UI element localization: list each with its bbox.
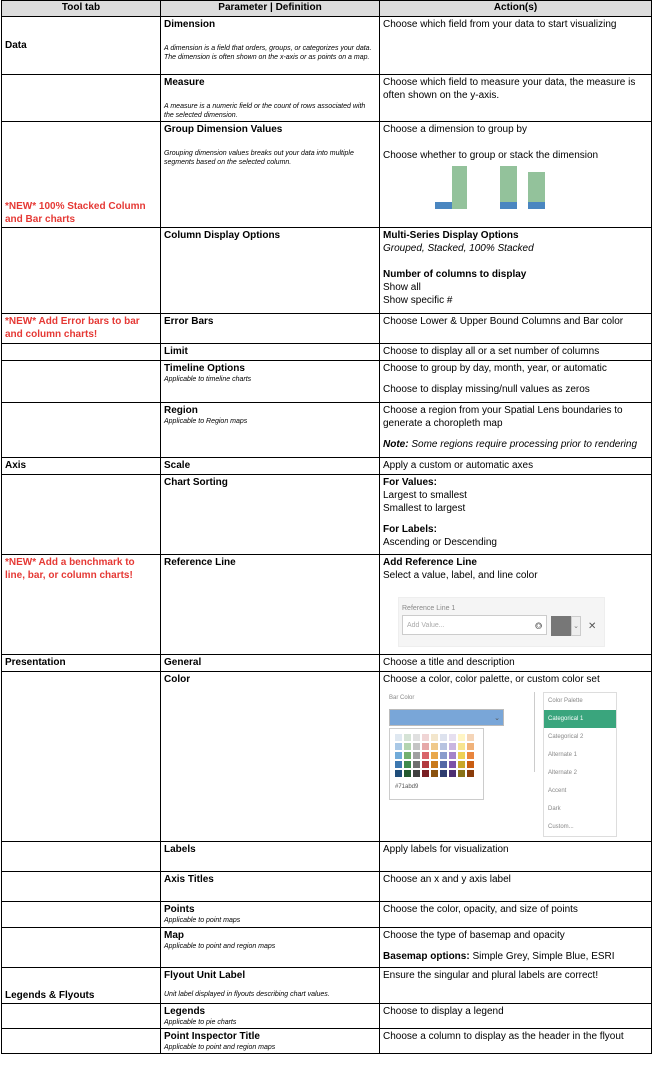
param-name: General: [161, 655, 380, 672]
empty-cell: [2, 75, 161, 122]
action-cell: [380, 475, 652, 555]
param-name: Point Inspector Title: [164, 1031, 260, 1042]
action-cell: Ensure the singular and plural labels are correct!: [380, 968, 652, 1004]
param-name: Timeline Options: [164, 363, 245, 374]
header-parameter: Parameter | Definition: [161, 1, 380, 17]
action-text: Grouped, Stacked, 100% Stacked: [383, 243, 534, 254]
color-swatch[interactable]: [449, 743, 456, 750]
empty-cell: [2, 1004, 161, 1029]
table-row: [2, 928, 652, 968]
param-definition: Grouping dimension values breaks out your data into multiple segments based on the selected column.: [164, 150, 354, 166]
tool-parameter-table: [1, 0, 652, 1054]
param-name: Dimension: [164, 19, 216, 30]
param-cell: [161, 361, 380, 403]
tool-tab-new-error-bars: *NEW* Add Error bars to bar and column charts!: [2, 314, 161, 344]
color-swatch[interactable]: [413, 761, 420, 768]
table-row: [2, 842, 652, 872]
tool-tab-presentation: Presentation: [2, 655, 161, 672]
palette-option[interactable]: Alternate 2: [548, 770, 578, 776]
table-row: [2, 17, 652, 75]
reference-line-widget: [398, 597, 605, 647]
label-icon[interactable]: ⭗: [535, 621, 543, 631]
tool-tab-data: Data: [2, 17, 161, 75]
action-text: Choose the type of basemap and opacity: [383, 930, 565, 941]
color-swatch[interactable]: [440, 743, 447, 750]
bar-color-select[interactable]: [389, 709, 504, 726]
param-definition: A measure is a numeric field or the count of rows associated with the selected dimension.: [164, 103, 366, 119]
action-cell: Choose an x and y axis label: [380, 872, 652, 902]
color-swatch[interactable]: [431, 752, 438, 759]
action-cell: Choose the color, opacity, and size of points: [380, 902, 652, 928]
param-cell: [161, 17, 380, 75]
stacked-bars-illustration: [383, 166, 648, 214]
param-name: Column Display Options: [164, 230, 281, 241]
color-swatch[interactable]: [395, 761, 402, 768]
color-picker-illustration: [383, 686, 648, 838]
widget-label: Reference Line 1: [402, 605, 456, 612]
action-text: Choose a color, color palette, or custom color set: [383, 674, 600, 685]
bar-segment: [435, 202, 452, 209]
close-icon[interactable]: ✕: [588, 621, 597, 632]
color-swatch[interactable]: [440, 734, 447, 741]
param-name: Map: [164, 930, 184, 941]
color-swatch[interactable]: [449, 761, 456, 768]
param-name: Error Bars: [161, 314, 380, 344]
param-cell: [161, 902, 380, 928]
color-swatch[interactable]: [458, 752, 465, 759]
palette-option[interactable]: Categorical 1: [544, 710, 616, 728]
action-title: Add Reference Line: [383, 557, 477, 568]
action-title: Multi-Series Display Options: [383, 230, 519, 241]
action-cell: [380, 361, 652, 403]
action-text: Ascending or Descending: [383, 537, 497, 548]
palette-option[interactable]: Accent: [548, 788, 567, 794]
color-swatch[interactable]: [449, 734, 456, 741]
color-swatch[interactable]: [413, 752, 420, 759]
empty-cell: [2, 361, 161, 403]
table-row: [2, 1004, 652, 1029]
table-row: [2, 75, 652, 122]
action-cell: Apply labels for visualization: [380, 842, 652, 872]
chevron-down-icon: ⌄: [494, 715, 500, 722]
table-row: [2, 475, 652, 555]
color-swatch[interactable]: [404, 770, 411, 777]
color-swatch[interactable]: [395, 743, 402, 750]
param-name: Axis Titles: [161, 872, 380, 902]
param-name: Flyout Unit Label: [164, 970, 246, 981]
empty-cell: [2, 475, 161, 555]
bar-segment: [528, 172, 545, 202]
table-row: [2, 344, 652, 361]
color-swatch[interactable]: [395, 752, 402, 759]
action-text: Choose whether to group or stack the dimension: [383, 150, 599, 161]
chevron-down-icon[interactable]: ⌄: [571, 616, 581, 636]
color-swatch[interactable]: [458, 761, 465, 768]
color-swatch[interactable]: [422, 743, 429, 750]
tool-tab-new-benchmark: *NEW* Add a benchmark to line, bar, or column charts!: [2, 555, 161, 655]
action-cell: Choose which field from your data to start visualizing: [380, 17, 652, 75]
action-title: For Labels:: [383, 524, 437, 535]
table-row: [2, 403, 652, 458]
color-swatch[interactable]: [431, 770, 438, 777]
action-text: Select a value, label, and line color: [383, 570, 538, 581]
color-swatch[interactable]: [449, 752, 456, 759]
param-name: Chart Sorting: [161, 475, 380, 555]
action-text: Choose to group by day, month, year, or automatic: [383, 363, 607, 374]
color-swatch[interactable]: [422, 752, 429, 759]
add-value-input[interactable]: Add Value...: [402, 615, 547, 635]
header-actions: Action(s): [380, 1, 652, 17]
header-row: [2, 1, 652, 17]
header-tool-tab: Tool tab: [2, 1, 161, 17]
color-swatch[interactable]: [431, 761, 438, 768]
color-swatch[interactable]: [431, 743, 438, 750]
param-cell: [161, 1029, 380, 1054]
param-name: Scale: [161, 458, 380, 475]
param-note: Applicable to Region maps: [164, 418, 248, 425]
tool-tab-axis: Axis: [2, 458, 161, 475]
empty-cell: [2, 902, 161, 928]
table-row: [2, 902, 652, 928]
table-row: [2, 555, 652, 655]
action-cell: [380, 122, 652, 228]
divider: [534, 692, 535, 772]
param-name: Labels: [161, 842, 380, 872]
empty-cell: [2, 672, 161, 842]
empty-cell: [2, 842, 161, 872]
action-cell: [380, 555, 652, 655]
table-row: [2, 458, 652, 475]
color-swatch[interactable]: [413, 734, 420, 741]
palette-option[interactable]: Custom...: [548, 824, 574, 830]
color-swatch[interactable]: [395, 770, 402, 777]
action-text: Choose a region from your Spatial Lens boundaries to generate a choropleth map: [383, 405, 623, 429]
empty-cell: [2, 403, 161, 458]
action-text: Basemap options: Simple Grey, Simple Blue, ESRI: [383, 951, 615, 962]
color-swatch[interactable]: [458, 734, 465, 741]
param-note: Applicable to point and region maps: [164, 1044, 276, 1051]
action-text: Show specific #: [383, 295, 453, 306]
color-swatch[interactable]: [458, 770, 465, 777]
color-palette-list: [543, 692, 617, 837]
color-swatch[interactable]: [467, 752, 474, 759]
action-note: Note: Some regions require processing prior to rendering: [383, 439, 638, 450]
color-swatch[interactable]: [467, 761, 474, 768]
param-cell: [161, 122, 380, 228]
bar-color-label: Bar Color: [389, 695, 415, 701]
color-swatch[interactable]: [467, 743, 474, 750]
table-row: [2, 872, 652, 902]
action-cell: Choose to display a legend: [380, 1004, 652, 1029]
param-name: Color: [161, 672, 380, 842]
action-cell: [380, 672, 652, 842]
param-cell: [161, 403, 380, 458]
action-cell: Choose Lower & Upper Bound Columns and Bar color: [380, 314, 652, 344]
palette-option[interactable]: Categorical 2: [548, 734, 584, 740]
empty-cell: [2, 1029, 161, 1054]
action-title: For Values:: [383, 477, 437, 488]
action-title: Number of columns to display: [383, 269, 527, 280]
param-name: Measure: [164, 77, 205, 88]
action-text: Show all: [383, 282, 421, 293]
bar-segment: [452, 166, 467, 209]
action-text: Smallest to largest: [383, 503, 466, 514]
color-swatch[interactable]: [422, 761, 429, 768]
color-swatch[interactable]: [413, 743, 420, 750]
empty-cell: [2, 872, 161, 902]
table-row: [2, 361, 652, 403]
swatch-grid: [395, 734, 478, 777]
empty-cell: [2, 928, 161, 968]
param-note: Applicable to point maps: [164, 917, 241, 924]
bar-segment: [500, 166, 517, 202]
table-row: [2, 314, 652, 344]
bar-segment: [528, 202, 545, 209]
color-swatch[interactable]: [449, 770, 456, 777]
color-swatch[interactable]: [440, 752, 447, 759]
color-swatch[interactable]: [467, 734, 474, 741]
table-row: [2, 228, 652, 314]
param-cell: [161, 1004, 380, 1029]
param-note: Applicable to pie charts: [164, 1019, 237, 1026]
color-swatch-grid: [389, 728, 484, 800]
tool-tab-new-stacked: *NEW* 100% Stacked Column and Bar charts: [2, 122, 161, 228]
tool-tab-legends-flyouts: Legends & Flyouts: [2, 968, 161, 1004]
action-text: Choose a dimension to group by: [383, 124, 527, 135]
hex-value: #71abd9: [395, 784, 419, 790]
color-swatch[interactable]: [440, 761, 447, 768]
color-swatch[interactable]: [404, 734, 411, 741]
param-cell: [161, 75, 380, 122]
param-name: Reference Line: [161, 555, 380, 655]
empty-cell: [2, 228, 161, 314]
color-swatch[interactable]: [422, 770, 429, 777]
param-name: Group Dimension Values: [164, 124, 283, 135]
action-cell: [380, 928, 652, 968]
param-name: Points: [164, 904, 195, 915]
color-swatch[interactable]: [422, 734, 429, 741]
color-swatch[interactable]: [431, 734, 438, 741]
action-cell: Apply a custom or automatic axes: [380, 458, 652, 475]
param-cell: [161, 228, 380, 314]
param-cell: [161, 928, 380, 968]
table-row: [2, 672, 652, 842]
param-definition: Unit label displayed in flyouts describing chart values.: [164, 991, 330, 998]
color-swatch[interactable]: [404, 761, 411, 768]
action-cell: Choose which field to measure your data, the measure is often shown on the y-axis.: [380, 75, 652, 122]
param-name: Limit: [161, 344, 380, 361]
param-note: Applicable to timeline charts: [164, 376, 252, 383]
action-cell: [380, 403, 652, 458]
action-text: Choose to display missing/null values as zeros: [383, 384, 590, 395]
palette-option[interactable]: Alternate 1: [548, 752, 578, 758]
color-swatch[interactable]: [467, 770, 474, 777]
line-color-swatch[interactable]: [551, 616, 571, 636]
palette-label: Color Palette: [548, 698, 583, 704]
param-definition: A dimension is a field that orders, groups, or categorizes your data. The dimension is often shown on the x-axis or as points on a map.: [164, 45, 372, 61]
table-row: [2, 655, 652, 672]
action-cell: [380, 228, 652, 314]
action-cell: Choose a title and description: [380, 655, 652, 672]
table-row: [2, 968, 652, 1004]
color-swatch[interactable]: [440, 770, 447, 777]
table-row: [2, 1029, 652, 1054]
color-swatch[interactable]: [404, 743, 411, 750]
param-note: Applicable to point and region maps: [164, 943, 276, 950]
action-cell: Choose a column to display as the header in the flyout: [380, 1029, 652, 1054]
empty-cell: [2, 344, 161, 361]
bar-segment: [500, 202, 517, 209]
bar-color-picker: [389, 692, 509, 807]
palette-option[interactable]: Dark: [548, 806, 561, 812]
color-swatch[interactable]: [413, 770, 420, 777]
action-text: Largest to smallest: [383, 490, 467, 501]
param-name: Region: [164, 405, 198, 416]
color-swatch[interactable]: [395, 734, 402, 741]
color-swatch[interactable]: [458, 743, 465, 750]
color-swatch[interactable]: [404, 752, 411, 759]
param-cell: [161, 968, 380, 1004]
param-name: Legends: [164, 1006, 206, 1017]
table-row: [2, 122, 652, 228]
action-cell: Choose to display all or a set number of columns: [380, 344, 652, 361]
